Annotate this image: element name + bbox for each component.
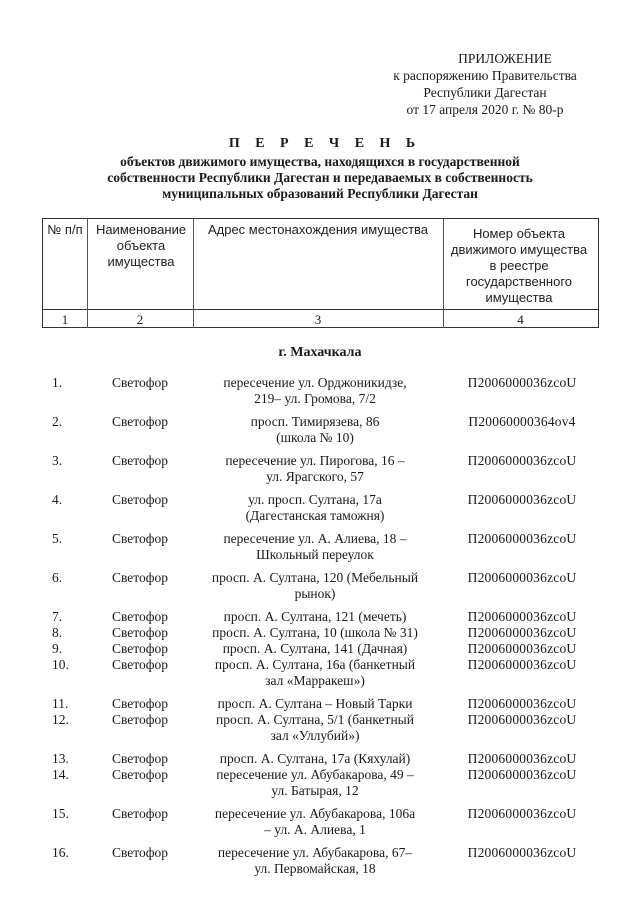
row-object-name: Светофор — [111, 751, 168, 766]
row-number: 13. — [52, 751, 69, 766]
table-row — [0, 492, 640, 530]
row-address-line-2: ул. Первомайская, 18 — [254, 861, 376, 876]
row-registry-code: П2006000036zcoU — [467, 751, 577, 766]
header-mid-border — [43, 309, 598, 310]
table-row — [0, 712, 640, 750]
table-row — [0, 570, 640, 608]
table-row — [0, 845, 640, 883]
row-object-name: Светофор — [111, 712, 168, 727]
row-registry-code: П2006000036zcoU — [467, 492, 577, 507]
row-address-line-1: просп. А. Султана, 141 (Дачная) — [222, 641, 408, 656]
table-row — [0, 657, 640, 695]
table-row — [0, 375, 640, 413]
row-address — [190, 767, 440, 799]
row-address-line-1: просп. А. Султана, 5/1 (банкетный — [216, 712, 414, 727]
row-object-name: Светофор — [111, 414, 168, 429]
title-line-2: собственности Республики Дагестан и передаваемых в собственность — [107, 170, 533, 185]
row-registry-code: П2006000036zcoU — [467, 641, 577, 656]
row-object-name: Светофор — [111, 609, 168, 624]
row-registry-code: П2006000036zcoU — [467, 453, 577, 468]
table-row — [0, 641, 640, 657]
row-number: 3. — [52, 453, 63, 468]
row-address-line-1: пересечение ул. Пирогова, 16 – — [225, 453, 405, 468]
row-address-line-1: просп. А. Султана, 121 (мечеть) — [223, 609, 407, 624]
row-address — [190, 641, 440, 657]
row-object-name: Светофор — [111, 531, 168, 546]
row-object-name: Светофор — [111, 845, 168, 860]
row-address-line-1: просп. А. Султана, 10 (школа № 31) — [212, 625, 418, 640]
table-row — [0, 453, 640, 491]
title-main: П Е Р Е Ч Е Н Ь — [228, 136, 422, 151]
row-address-line-2: – ул. А. Алиева, 1 — [264, 822, 366, 837]
table-row — [0, 767, 640, 805]
row-number: 4. — [52, 492, 63, 507]
row-object-name: Светофор — [111, 767, 168, 782]
items-list — [0, 375, 640, 884]
row-address-line-2: (школа № 10) — [276, 430, 354, 445]
row-number: 8. — [52, 625, 63, 640]
row-registry-code: П2006000036zcoU — [467, 657, 577, 672]
row-address-line-2: ул. Батырая, 12 — [271, 783, 359, 798]
table-header — [42, 218, 599, 328]
appendix-date: от 17 апреля 2020 г. № 80-р — [406, 102, 564, 117]
table-row — [0, 696, 640, 712]
table-row — [0, 531, 640, 569]
row-address — [190, 625, 440, 641]
row-number: 1. — [52, 375, 63, 390]
row-address-line-1: пересечение ул. Абубакарова, 67– — [217, 845, 413, 860]
row-object-name: Светофор — [111, 641, 168, 656]
title-line-1: объектов движимого имущества, находящихся в государственной — [120, 154, 520, 169]
row-address-line-2: зал «Марракеш») — [265, 673, 365, 688]
row-address — [190, 414, 440, 446]
row-address — [190, 570, 440, 602]
row-address — [190, 657, 440, 689]
table-row — [0, 806, 640, 844]
header-col-registry: Номер объекта движимого имущества в реестре государственного имущества — [450, 226, 588, 305]
row-address-line-1: пересечение ул. Абубакарова, 106а — [214, 806, 416, 821]
row-registry-code: П20060000364ov4 — [468, 414, 576, 429]
row-address-line-1: пересечение ул. А. Алиева, 18 – — [223, 531, 407, 546]
row-registry-code: П2006000036zcoU — [467, 531, 577, 546]
row-address-line-2: 219– ул. Громова, 7/2 — [254, 391, 376, 406]
row-address-line-1: просп. А. Султана – Новый Тарки — [217, 696, 413, 711]
row-registry-code: П2006000036zcoU — [467, 845, 577, 860]
row-number: 10. — [52, 657, 69, 672]
row-object-name: Светофор — [111, 625, 168, 640]
header-col-name: Наименование объекта имущества — [95, 222, 187, 269]
row-registry-code: П2006000036zcoU — [467, 625, 577, 640]
row-number: 7. — [52, 609, 63, 624]
header-col-number: № п/п — [47, 222, 83, 237]
header-col-address: Адрес местонахождения имущества — [207, 222, 429, 237]
row-registry-code: П2006000036zcoU — [467, 712, 577, 727]
row-address — [190, 696, 440, 712]
row-number: 14. — [52, 767, 69, 782]
section-city: г. Махачкала — [278, 345, 362, 360]
document-title — [60, 136, 580, 202]
table-row — [0, 751, 640, 767]
row-object-name: Светофор — [111, 570, 168, 585]
row-number: 5. — [52, 531, 63, 546]
title-line-3: муниципальных образований Республики Дагестан — [162, 186, 478, 201]
table-row — [0, 609, 640, 625]
header-top-border — [43, 218, 598, 219]
row-number: 9. — [52, 641, 63, 656]
header-num-3: 3 — [314, 312, 322, 327]
row-number: 12. — [52, 712, 69, 727]
row-address-line-1: пересечение ул. Абубакарова, 49 – — [216, 767, 414, 782]
row-number: 16. — [52, 845, 69, 860]
row-registry-code: П2006000036zcoU — [467, 806, 577, 821]
row-address — [190, 751, 440, 767]
row-address-line-1: просп. А. Султана, 17а (Кяхулай) — [219, 751, 411, 766]
row-address-line-2: Школьный переулок — [256, 547, 374, 562]
header-num-4: 4 — [517, 312, 524, 327]
row-object-name: Светофор — [111, 696, 168, 711]
row-registry-code: П2006000036zcoU — [467, 375, 577, 390]
row-address-line-1: просп. А. Султана, 120 (Мебельный — [211, 570, 419, 585]
row-object-name: Светофор — [111, 806, 168, 821]
row-address — [190, 845, 440, 877]
row-address — [190, 375, 440, 407]
appendix-government: Республики Дагестан — [423, 85, 547, 100]
header-num-1: 1 — [61, 312, 69, 327]
row-number: 11. — [52, 696, 69, 711]
row-object-name: Светофор — [111, 657, 168, 672]
appendix-order-ref: к распоряжению Правительства — [393, 68, 577, 83]
row-address — [190, 609, 440, 625]
row-address — [190, 806, 440, 838]
row-registry-code: П2006000036zcoU — [467, 767, 577, 782]
row-registry-code: П2006000036zcoU — [467, 696, 577, 711]
row-object-name: Светофор — [111, 375, 168, 390]
appendix-block — [340, 50, 630, 118]
row-object-name: Светофор — [111, 492, 168, 507]
row-number: 6. — [52, 570, 63, 585]
header-num-2: 2 — [136, 312, 144, 327]
row-address-line-2: зал «Уллубий») — [270, 728, 360, 743]
row-address — [190, 453, 440, 485]
appendix-title: ПРИЛОЖЕНИЕ — [458, 51, 552, 66]
row-address-line-2: ул. Ярагского, 57 — [266, 469, 364, 484]
row-address — [190, 531, 440, 563]
row-address-line-1: просп. А. Султана, 16а (банкетный — [214, 657, 416, 672]
row-registry-code: П2006000036zcoU — [467, 609, 577, 624]
row-object-name: Светофор — [111, 453, 168, 468]
row-address-line-1: просп. Тимирязева, 86 — [250, 414, 380, 429]
table-row — [0, 625, 640, 641]
row-number: 2. — [52, 414, 63, 429]
row-address-line-1: пересечение ул. Орджоникидзе, — [223, 375, 407, 390]
row-address — [190, 492, 440, 524]
row-registry-code: П2006000036zcoU — [467, 570, 577, 585]
row-address-line-2: рынок) — [294, 586, 336, 601]
row-address — [190, 712, 440, 744]
row-address-line-2: (Дагестанская таможня) — [245, 508, 385, 523]
table-row — [0, 414, 640, 452]
row-address-line-1: ул. просп. Султана, 17а — [248, 492, 382, 507]
row-number: 15. — [52, 806, 69, 821]
